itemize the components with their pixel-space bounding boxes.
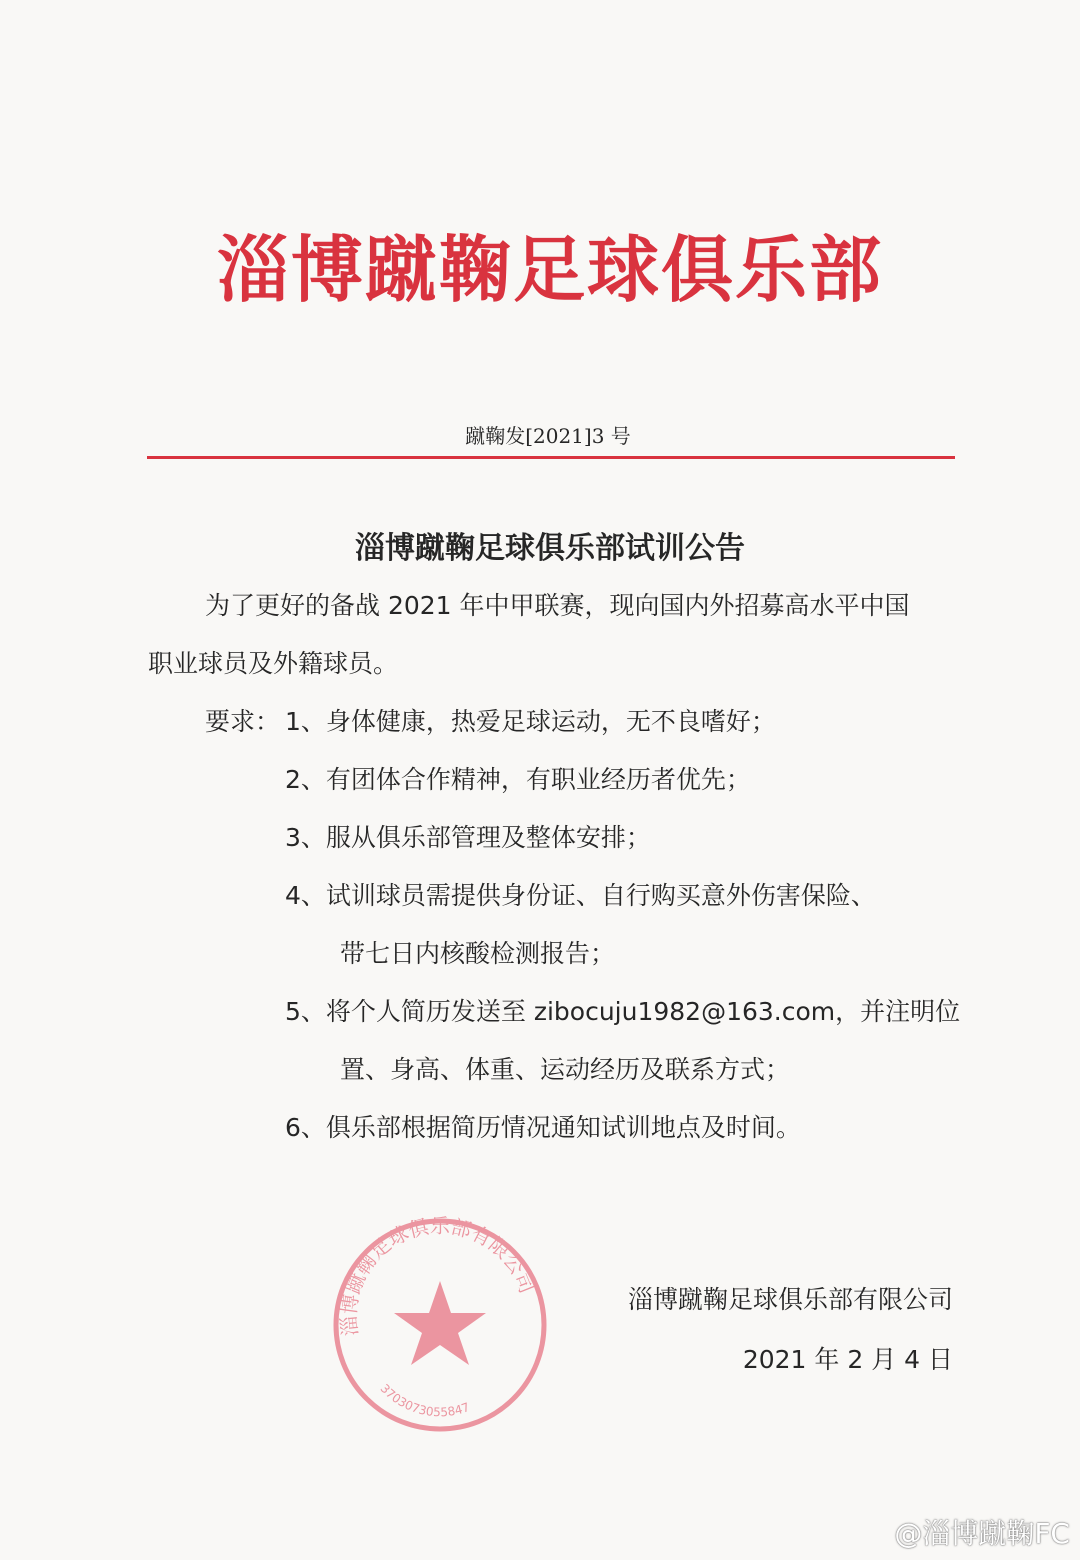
notice-title: 淄博蹴鞠足球俱乐部试训公告	[355, 531, 745, 566]
requirement-item-continued: 置、身高、体重、运动经历及联系方式；	[340, 1055, 791, 1084]
star-icon	[394, 1281, 486, 1365]
intro-line: 职业球员及外籍球员。	[148, 649, 399, 678]
requirement-item-continued: 带七日内核酸检测报告；	[340, 939, 616, 968]
org-letterhead-title: 淄博蹴鞠足球俱乐部	[216, 227, 883, 312]
signature-company: 淄博蹴鞠足球俱乐部有限公司	[627, 1285, 953, 1314]
weibo-watermark: @淄博蹴鞠FC	[894, 1517, 1070, 1550]
red-divider	[147, 456, 955, 459]
stamp-number: 3703073055847	[377, 1381, 472, 1420]
document-number: 蹴鞠发[2021]3 号	[465, 424, 631, 448]
official-seal-stamp	[330, 1215, 550, 1435]
svg-text:3703073055847	[378, 1381, 472, 1419]
signature-date: 2021 年 2 月 4 日	[742, 1345, 953, 1374]
requirement-item: 3、服从俱乐部管理及整体安排；	[285, 823, 651, 852]
requirement-item: 6、俱乐部根据简历情况通知试训地点及时间。	[285, 1113, 801, 1142]
requirement-item: 2、有团体合作精神，有职业经历者优先；	[285, 765, 751, 794]
requirement-item: 4、试训球员需提供身份证、自行购买意外伤害保险、	[285, 881, 876, 910]
requirements-label: 要求：	[205, 707, 281, 736]
requirement-item: 5、将个人简历发送至 zibocuju1982@163.com，并注明位	[285, 997, 961, 1026]
requirement-item: 1、身体健康，热爱足球运动，无不良嗜好；	[285, 707, 776, 736]
stamp-text: 淄博蹴鞠足球俱乐部有限公司	[336, 1215, 540, 1338]
intro-line: 为了更好的备战 2021 年中甲联赛，现向国内外招募高水平中国	[205, 591, 910, 620]
